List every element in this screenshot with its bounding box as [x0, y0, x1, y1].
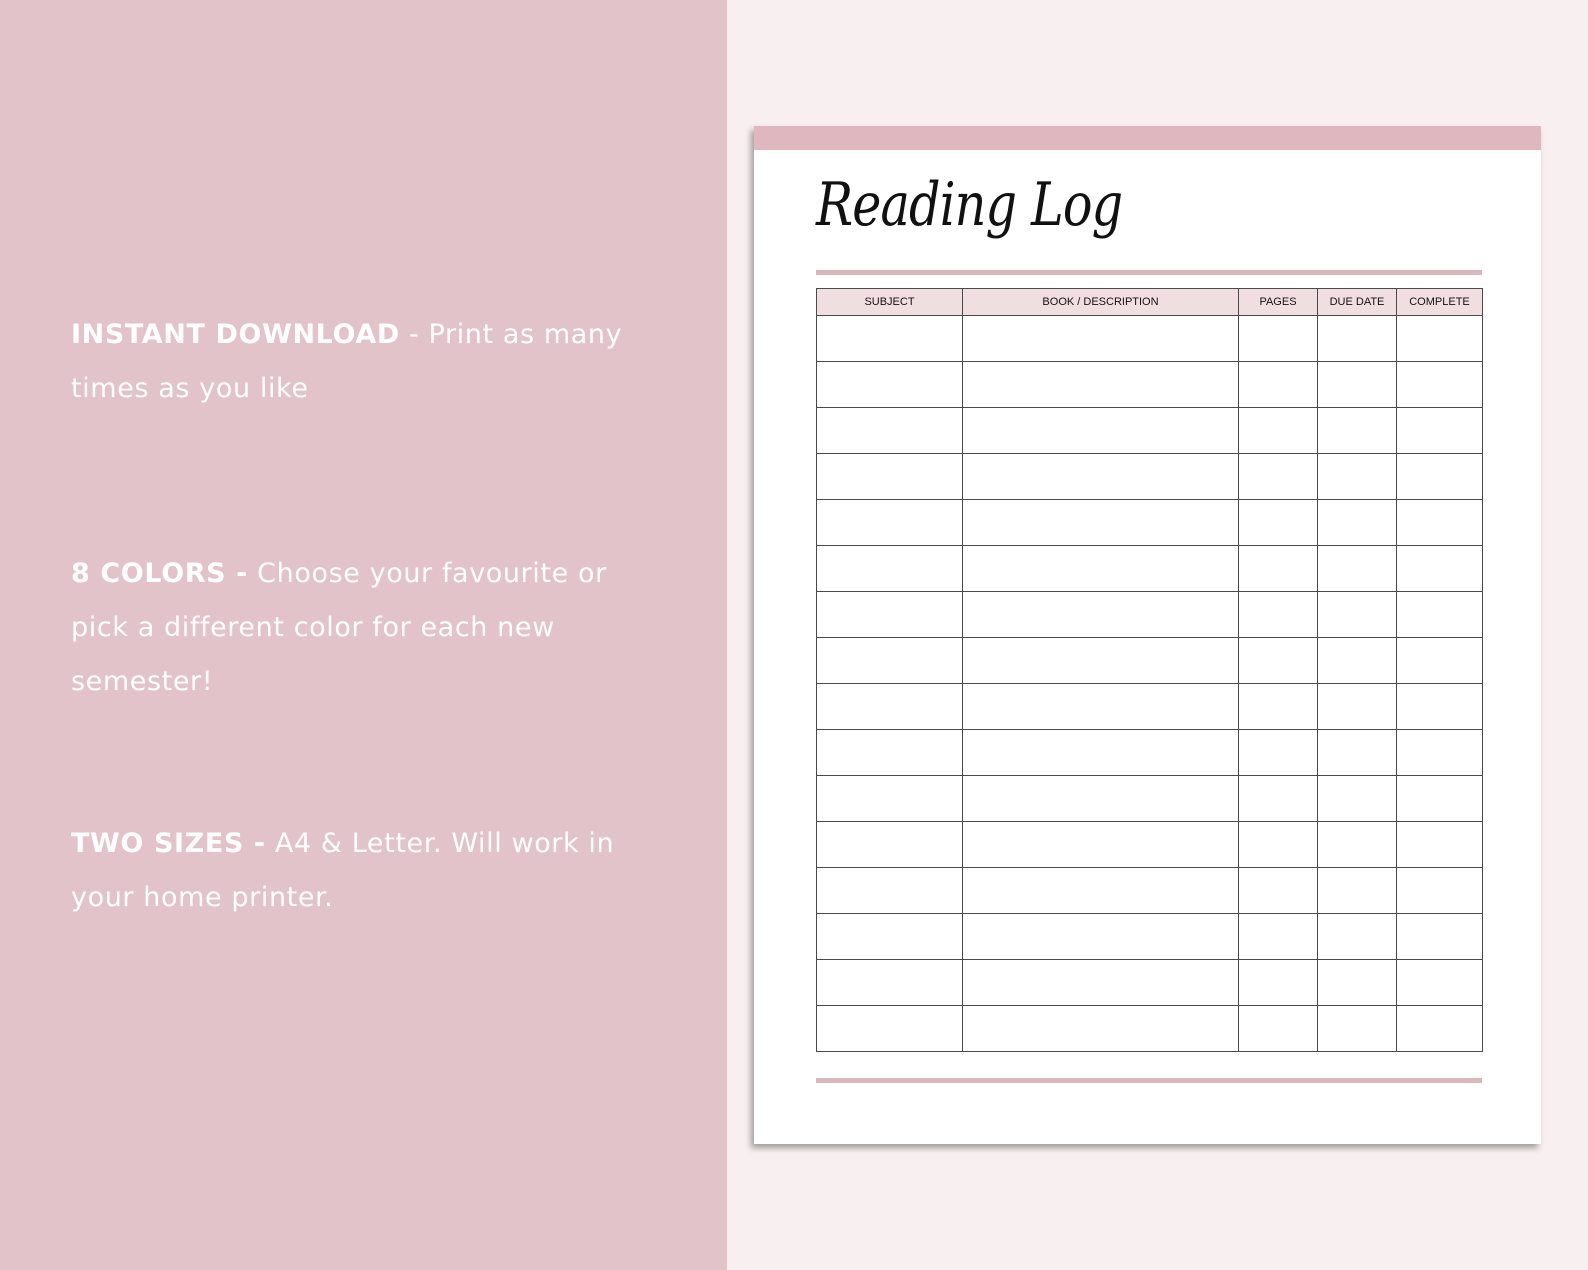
table-row	[817, 960, 1483, 1006]
table-cell	[817, 408, 963, 454]
table-cell	[817, 868, 963, 914]
table-cell	[963, 684, 1239, 730]
table-cell	[963, 914, 1239, 960]
table-cell	[1318, 362, 1397, 408]
feature-text: Choose your favourite or pick a different color for each new semester!	[71, 558, 607, 697]
table-cell	[963, 822, 1239, 868]
feature-instant-download	[71, 308, 631, 416]
table-cell	[963, 316, 1239, 362]
title-divider	[816, 270, 1482, 275]
table-cell	[1318, 822, 1397, 868]
table-cell	[1239, 684, 1318, 730]
table-cell	[1239, 316, 1318, 362]
table-cell	[1318, 408, 1397, 454]
table-row	[817, 408, 1483, 454]
table-cell	[1318, 960, 1397, 1006]
table-cell	[817, 822, 963, 868]
table-body	[817, 316, 1483, 1052]
table-row	[817, 868, 1483, 914]
feature-heading: 8 COLORS -	[71, 558, 248, 589]
table-cell	[817, 362, 963, 408]
table-row	[817, 684, 1483, 730]
table-cell	[963, 638, 1239, 684]
table-cell	[1239, 960, 1318, 1006]
table-cell	[1318, 868, 1397, 914]
table-cell	[1397, 592, 1483, 638]
table-cell	[963, 730, 1239, 776]
table-cell	[1318, 730, 1397, 776]
table-cell	[1239, 822, 1318, 868]
table-row	[817, 454, 1483, 500]
table-cell	[963, 1006, 1239, 1052]
table-cell	[963, 362, 1239, 408]
table-row	[817, 914, 1483, 960]
table-cell	[817, 546, 963, 592]
table-row	[817, 592, 1483, 638]
table-row	[817, 776, 1483, 822]
column-header-due-date: DUE DATE	[1318, 289, 1397, 316]
table-cell	[817, 500, 963, 546]
table-row	[817, 500, 1483, 546]
feature-text: - Print as many times as you like	[71, 319, 623, 404]
table-cell	[1239, 868, 1318, 914]
table-cell	[1239, 638, 1318, 684]
table-cell	[1239, 408, 1318, 454]
column-header-book-description: BOOK / DESCRIPTION	[963, 289, 1239, 316]
table-row	[817, 362, 1483, 408]
sheet-title: Reading Log	[816, 170, 1123, 240]
table-cell	[817, 960, 963, 1006]
table-cell	[963, 546, 1239, 592]
table-cell	[1318, 454, 1397, 500]
table-cell	[817, 592, 963, 638]
table-cell	[1397, 684, 1483, 730]
table-cell	[817, 1006, 963, 1052]
table-cell	[1239, 454, 1318, 500]
table-cell	[1239, 362, 1318, 408]
table-cell	[1318, 500, 1397, 546]
table-cell	[963, 454, 1239, 500]
table-cell	[1318, 592, 1397, 638]
table-cell	[1397, 1006, 1483, 1052]
reading-log-table	[816, 288, 1483, 1052]
table-cell	[963, 960, 1239, 1006]
table-cell	[963, 408, 1239, 454]
table-row	[817, 638, 1483, 684]
table-cell	[817, 914, 963, 960]
table-cell	[817, 730, 963, 776]
reading-log-sheet	[754, 126, 1541, 1144]
feature-text: A4 & Letter. Will work in your home printer.	[71, 828, 615, 913]
table-cell	[1318, 1006, 1397, 1052]
table-cell	[817, 638, 963, 684]
table-row	[817, 316, 1483, 362]
table-cell	[1239, 730, 1318, 776]
table-cell	[1397, 638, 1483, 684]
column-header-complete: COMPLETE	[1397, 289, 1483, 316]
sheet-top-bar	[754, 126, 1541, 150]
table-cell	[1318, 776, 1397, 822]
table-cell	[817, 776, 963, 822]
table-cell	[1397, 408, 1483, 454]
table-cell	[817, 454, 963, 500]
table-cell	[1397, 822, 1483, 868]
table-row	[817, 822, 1483, 868]
feature-panel	[0, 0, 727, 1270]
table-cell	[1397, 730, 1483, 776]
table-cell	[817, 684, 963, 730]
table-cell	[1318, 638, 1397, 684]
feature-sizes	[71, 817, 631, 925]
feature-heading: TWO SIZES -	[71, 828, 266, 859]
table-cell	[1318, 914, 1397, 960]
table-row	[817, 546, 1483, 592]
table-cell	[963, 500, 1239, 546]
table-cell	[1397, 500, 1483, 546]
table-cell	[1397, 914, 1483, 960]
table-cell	[1397, 960, 1483, 1006]
table-cell	[1239, 500, 1318, 546]
column-header-subject: SUBJECT	[817, 289, 963, 316]
table-header-row	[817, 289, 1483, 316]
bottom-divider	[816, 1078, 1482, 1083]
column-header-pages: PAGES	[1239, 289, 1318, 316]
table-cell	[963, 868, 1239, 914]
table-cell	[1397, 316, 1483, 362]
table-cell	[963, 592, 1239, 638]
table-cell	[817, 316, 963, 362]
feature-colors	[71, 547, 631, 709]
table-cell	[1239, 546, 1318, 592]
table-cell	[1318, 546, 1397, 592]
table-cell	[1239, 592, 1318, 638]
table-cell	[1239, 914, 1318, 960]
table-row	[817, 1006, 1483, 1052]
feature-heading: INSTANT DOWNLOAD	[71, 319, 400, 350]
table-cell	[1239, 1006, 1318, 1052]
table-cell	[1318, 316, 1397, 362]
table-cell	[963, 776, 1239, 822]
table-cell	[1397, 454, 1483, 500]
table-cell	[1397, 546, 1483, 592]
table-row	[817, 730, 1483, 776]
table-cell	[1397, 362, 1483, 408]
table-cell	[1239, 776, 1318, 822]
table-cell	[1318, 684, 1397, 730]
table-cell	[1397, 776, 1483, 822]
table-cell	[1397, 868, 1483, 914]
